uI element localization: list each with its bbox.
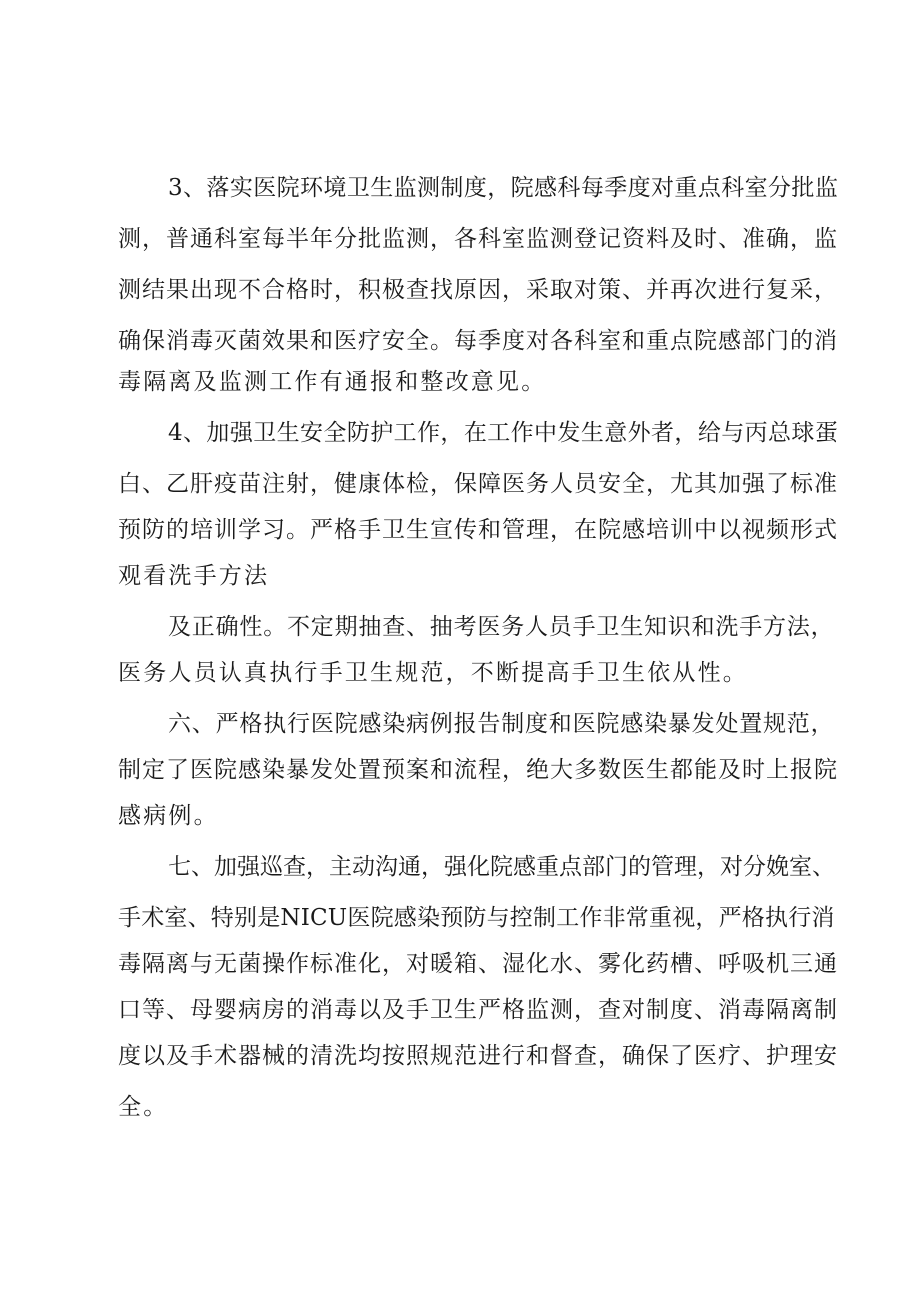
document-page bbox=[118, 0, 838, 1301]
paragraph-3-line-4: 确保消毒灭菌效果和医疗安全。每季度对各科室和重点院感部门的消 bbox=[118, 328, 838, 354]
paragraph-hand-hygiene-line-2: 医务人员认真执行手卫生规范，不断提高手卫生依从性。 bbox=[118, 660, 748, 686]
paragraph-4-line-3: 预防的培训学习。严格手卫生宣传和管理，在院感培训中以视频形式 bbox=[118, 517, 838, 543]
paragraph-hand-hygiene-line-1: 及正确性。不定期抽查、抽考医务人员手卫生知识和洗手方法， bbox=[168, 614, 835, 640]
paragraph-4-line-2: 白、乙肝疫苗注射，健康体检，保障医务人员安全，尤其加强了标准 bbox=[118, 471, 838, 497]
paragraph-seven-line-4: 口等、母婴病房的消毒以及手卫生严格监测，查对制度、消毒隔离制 bbox=[118, 997, 838, 1023]
paragraph-six-line-2: 制定了医院感染暴发处置预案和流程，绝大多数医生都能及时上报院 bbox=[118, 757, 838, 783]
paragraph-seven-line-6: 全。 bbox=[118, 1094, 169, 1120]
paragraph-4-line-4: 观看洗手方法 bbox=[118, 563, 270, 589]
paragraph-3-line-1: 3、落实医院环境卫生监测制度，院感科每季度对重点科室分批监 bbox=[168, 175, 839, 201]
paragraph-3-line-2: 测，普通科室每半年分批监测，各科室监测登记资料及时、准确，监 bbox=[118, 226, 838, 252]
paragraph-seven-line-5: 度以及手术器械的清洗均按照规范进行和督查，确保了医疗、护理安 bbox=[118, 1043, 838, 1069]
paragraph-seven-line-3: 毒隔离与无菌操作标准化，对暖箱、湿化水、雾化药槽、呼吸机三通 bbox=[118, 951, 838, 977]
paragraph-4-line-1: 4、加强卫生安全防护工作，在工作中发生意外者，给与丙总球蛋 bbox=[168, 420, 839, 446]
paragraph-six-line-1: 六、严格执行医院感染病例报告制度和医院感染暴发处置规范， bbox=[168, 711, 835, 737]
paragraph-six-line-3: 感病例。 bbox=[118, 803, 219, 829]
paragraph-seven-line-1: 七、加强巡查，主动沟通，强化院感重点部门的管理，对分娩室、 bbox=[168, 854, 835, 880]
paragraph-3-line-5: 毒隔离及监测工作有通报和整改意见。 bbox=[118, 369, 547, 395]
paragraph-seven-line-2: 手术室、特别是NICU医院感染预防与控制工作非常重视，严格执行消 bbox=[118, 905, 835, 931]
paragraph-3-line-3: 测结果出现不合格时，积极查找原因，采取对策、并再次进行复采， bbox=[118, 277, 838, 303]
